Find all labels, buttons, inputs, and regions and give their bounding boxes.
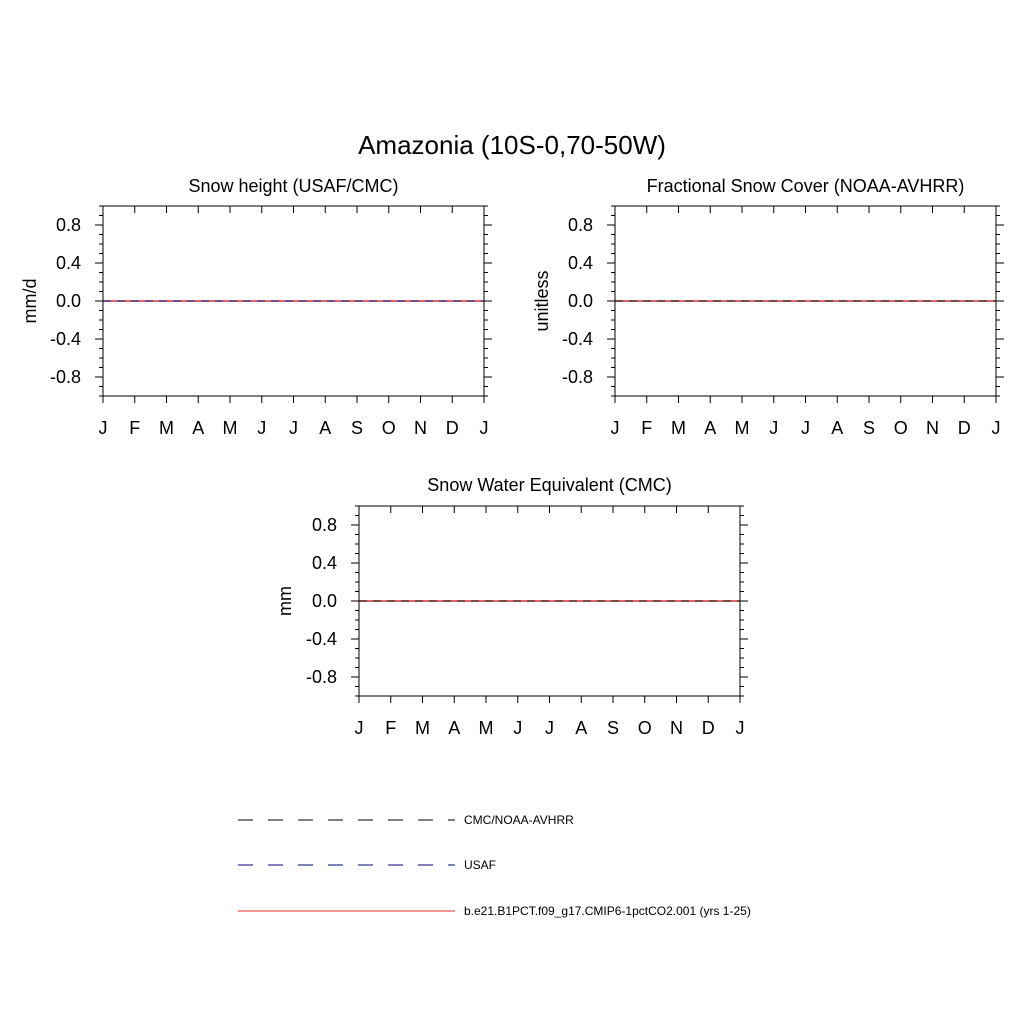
y-tick-label: 0.0 xyxy=(311,591,337,611)
x-tick-label: A xyxy=(831,418,844,438)
y-tick-label: -0.4 xyxy=(561,329,593,349)
x-tick-label: M xyxy=(671,418,686,438)
legend-label: b.e21.B1PCT.f09_g17.CMIP6-1pctCO2.001 (yrs 1-25) xyxy=(464,904,751,918)
x-tick-label: F xyxy=(385,718,397,738)
x-tick-label: N xyxy=(926,418,939,438)
x-tick-label: M xyxy=(159,418,174,438)
x-tick-label: N xyxy=(414,418,427,438)
y-tick-label: 0.4 xyxy=(55,253,81,273)
x-tick-label: O xyxy=(893,418,908,438)
main-title: Amazonia (10S-0,70-50W) xyxy=(358,130,666,160)
x-tick-label: N xyxy=(670,718,683,738)
panel-title: Snow Water Equivalent (CMC) xyxy=(427,475,672,495)
x-tick-label: D xyxy=(957,418,971,438)
y-tick-label: 0.4 xyxy=(567,253,593,273)
x-tick-label: D xyxy=(701,718,715,738)
x-tick-label: J xyxy=(98,418,108,438)
x-tick-label: O xyxy=(637,718,652,738)
x-tick-label: M xyxy=(222,418,238,438)
x-tick-label: J xyxy=(545,718,554,738)
panel-title: Fractional Snow Cover (NOAA-AVHRR) xyxy=(646,176,965,196)
x-tick-label: A xyxy=(448,718,461,738)
x-tick-label: M xyxy=(415,718,430,738)
y-tick-label: 0.8 xyxy=(55,215,81,235)
x-tick-label: M xyxy=(734,418,750,438)
y-tick-label: -0.8 xyxy=(305,667,337,687)
y-tick-label: 0.8 xyxy=(567,215,593,235)
panel-title: Snow height (USAF/CMC) xyxy=(188,176,399,196)
x-tick-label: O xyxy=(381,418,396,438)
legend-label: CMC/NOAA-AVHRR xyxy=(464,813,574,827)
x-tick-label: A xyxy=(319,418,332,438)
y-tick-label: 0.4 xyxy=(311,553,337,573)
x-tick-label: J xyxy=(991,418,1001,438)
y-axis-label: unitless xyxy=(532,270,552,332)
y-tick-label: -0.4 xyxy=(305,629,337,649)
y-tick-label: 0.8 xyxy=(311,515,337,535)
x-tick-label: M xyxy=(478,718,494,738)
y-tick-label: -0.8 xyxy=(561,367,593,387)
legend-label: USAF xyxy=(464,858,497,872)
x-tick-label: S xyxy=(606,718,620,738)
x-tick-label: J xyxy=(735,718,745,738)
x-tick-label: J xyxy=(513,718,523,738)
x-tick-label: J xyxy=(479,418,489,438)
x-tick-label: F xyxy=(129,418,141,438)
y-tick-label: 0.0 xyxy=(567,291,593,311)
x-tick-label: D xyxy=(445,418,459,438)
x-tick-label: A xyxy=(575,718,588,738)
x-tick-label: J xyxy=(801,418,810,438)
x-tick-label: A xyxy=(192,418,205,438)
y-axis-label: mm/d xyxy=(20,278,40,324)
y-tick-label: -0.4 xyxy=(49,329,81,349)
x-tick-label: A xyxy=(704,418,717,438)
x-tick-label: J xyxy=(610,418,620,438)
x-tick-label: J xyxy=(769,418,779,438)
y-axis-label: mm xyxy=(275,586,295,616)
x-tick-label: J xyxy=(289,418,298,438)
y-tick-label: -0.8 xyxy=(49,367,81,387)
x-tick-label: J xyxy=(257,418,267,438)
x-tick-label: S xyxy=(862,418,876,438)
x-tick-label: S xyxy=(350,418,364,438)
x-tick-label: J xyxy=(354,718,364,738)
x-tick-label: F xyxy=(641,418,653,438)
y-tick-label: 0.0 xyxy=(55,291,81,311)
